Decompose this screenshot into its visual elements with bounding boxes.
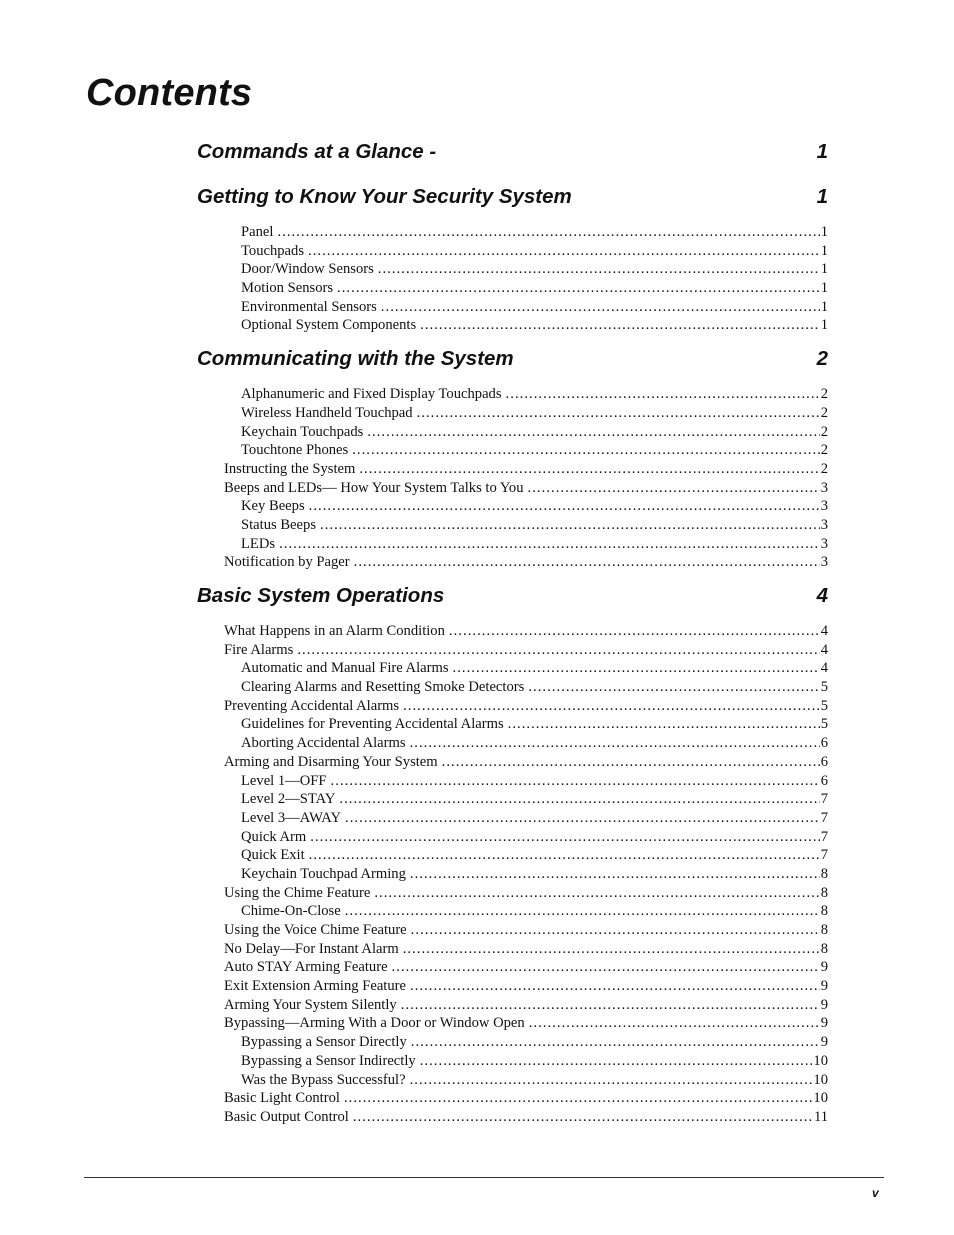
toc-entry[interactable] bbox=[197, 516, 828, 535]
dot-leader bbox=[417, 404, 820, 423]
dot-leader bbox=[339, 790, 819, 809]
toc-entry[interactable] bbox=[197, 242, 828, 261]
toc-entry[interactable] bbox=[197, 479, 828, 498]
dot-leader bbox=[420, 316, 820, 335]
toc-entry-label: Bypassing a Sensor Indirectly bbox=[241, 1052, 416, 1069]
toc-entry-label: Quick Arm bbox=[241, 828, 307, 845]
toc-entry-page: 1 bbox=[820, 261, 828, 278]
toc-entry-page: 1 bbox=[820, 317, 828, 334]
dot-leader bbox=[410, 865, 820, 884]
chapter-title: Communicating with the System bbox=[197, 347, 514, 371]
toc-entry-label: Was the Bypass Successful? bbox=[241, 1071, 406, 1088]
toc-entry[interactable] bbox=[197, 441, 828, 460]
toc-entry-label: Guidelines for Preventing Accidental Alarms bbox=[241, 716, 504, 733]
toc-entry[interactable] bbox=[197, 809, 828, 828]
toc-entry-label: Automatic and Manual Fire Alarms bbox=[241, 660, 449, 677]
dot-leader bbox=[378, 260, 820, 279]
toc-entry-page: 3 bbox=[820, 535, 828, 552]
dot-leader bbox=[354, 553, 820, 572]
dot-leader bbox=[309, 497, 820, 516]
toc-entry[interactable] bbox=[197, 921, 828, 940]
dot-leader bbox=[529, 1014, 820, 1033]
footer-divider bbox=[84, 1177, 884, 1178]
page-title: Contents bbox=[86, 72, 253, 114]
toc-entry[interactable] bbox=[197, 223, 828, 242]
toc-entry-label: Touchpads bbox=[241, 242, 305, 259]
toc-entry-page: 3 bbox=[820, 554, 828, 571]
toc-entry-label: Alphanumeric and Fixed Display Touchpads bbox=[241, 386, 502, 403]
toc-entry-label: Instructing the System bbox=[224, 460, 356, 477]
dot-leader bbox=[506, 385, 820, 404]
toc-entry-page: 10 bbox=[813, 1071, 828, 1088]
toc-entry[interactable] bbox=[197, 678, 828, 697]
dot-leader bbox=[528, 479, 820, 498]
toc-entry-label: Motion Sensors bbox=[241, 280, 334, 297]
toc-entry-label: Aborting Accidental Alarms bbox=[241, 735, 406, 752]
toc-entry[interactable] bbox=[197, 1014, 828, 1033]
toc-entry-page: 7 bbox=[820, 847, 828, 864]
toc-entry-label: Door/Window Sensors bbox=[241, 261, 374, 278]
toc-entry-page: 5 bbox=[820, 679, 828, 696]
dot-leader bbox=[345, 809, 820, 828]
dot-leader bbox=[337, 279, 820, 298]
toc-entry-label: Environmental Sensors bbox=[241, 298, 377, 315]
toc-entry-page: 9 bbox=[820, 1015, 828, 1032]
chapter-page-number: 4 bbox=[816, 584, 828, 607]
toc-entry-page: 8 bbox=[820, 884, 828, 901]
toc-entry[interactable] bbox=[197, 641, 828, 660]
toc-entry[interactable] bbox=[197, 1033, 828, 1052]
table-of-contents bbox=[197, 140, 828, 1139]
dot-leader bbox=[331, 772, 820, 791]
chapter-page-number: 1 bbox=[816, 185, 828, 208]
toc-entry-label: No Delay—For Instant Alarm bbox=[224, 940, 399, 957]
toc-entry-label: Beeps and LEDs— How Your System Talks to You bbox=[224, 479, 524, 496]
toc-entry-label: Arming Your System Silently bbox=[224, 996, 397, 1013]
toc-entry[interactable] bbox=[197, 846, 828, 865]
toc-entry[interactable] bbox=[197, 715, 828, 734]
dot-leader bbox=[403, 940, 820, 959]
toc-entry-page: 4 bbox=[820, 623, 828, 639]
dot-leader bbox=[392, 958, 820, 977]
dot-leader bbox=[411, 1033, 820, 1052]
toc-entry[interactable] bbox=[197, 404, 828, 423]
toc-entry[interactable] bbox=[197, 996, 828, 1015]
dot-leader bbox=[508, 715, 820, 734]
dot-leader bbox=[344, 1089, 812, 1108]
toc-entry-page: 7 bbox=[820, 791, 828, 808]
toc-entry-page: 10 bbox=[813, 1090, 828, 1107]
toc-entry-page: 3 bbox=[820, 479, 828, 496]
toc-entry[interactable] bbox=[197, 460, 828, 479]
toc-entry[interactable] bbox=[197, 279, 828, 298]
toc-entry-label: Exit Extension Arming Feature bbox=[224, 978, 406, 995]
toc-entry-page: 4 bbox=[820, 660, 828, 677]
toc-entry-page: 6 bbox=[820, 735, 828, 752]
dot-leader bbox=[309, 846, 820, 865]
dot-leader bbox=[403, 697, 820, 716]
toc-entry-page: 9 bbox=[820, 959, 828, 976]
chapter-title: Getting to Know Your Security System bbox=[197, 185, 572, 208]
toc-entry-page: 11 bbox=[813, 1108, 828, 1125]
toc-entry-page: 2 bbox=[820, 404, 828, 421]
dot-leader bbox=[345, 902, 820, 921]
toc-entry[interactable] bbox=[197, 423, 828, 442]
dot-leader bbox=[367, 423, 819, 442]
toc-entry[interactable] bbox=[197, 260, 828, 279]
chapter-heading[interactable] bbox=[197, 584, 828, 614]
toc-entry-page: 9 bbox=[820, 978, 828, 995]
toc-entry[interactable] bbox=[197, 697, 828, 716]
toc-entry-page: 2 bbox=[820, 423, 828, 440]
toc-entry-label: Basic Light Control bbox=[224, 1090, 340, 1107]
toc-entry-page: 2 bbox=[820, 460, 828, 477]
dot-leader bbox=[277, 223, 819, 242]
toc-entry-label: Clearing Alarms and Resetting Smoke Detectors bbox=[241, 679, 525, 696]
toc-entry-label: Key Beeps bbox=[241, 498, 305, 515]
toc-entry[interactable] bbox=[197, 659, 828, 678]
dot-leader bbox=[442, 753, 820, 772]
toc-entry-label: Using the Chime Feature bbox=[224, 884, 371, 901]
toc-entry[interactable] bbox=[197, 1071, 828, 1090]
dot-leader bbox=[410, 734, 820, 753]
toc-entry[interactable] bbox=[197, 828, 828, 847]
chapter-heading[interactable] bbox=[197, 185, 828, 215]
toc-entry-page: 7 bbox=[820, 809, 828, 826]
toc-entry-page: 9 bbox=[820, 996, 828, 1013]
toc-entry[interactable] bbox=[197, 622, 828, 641]
dot-leader bbox=[374, 884, 819, 903]
toc-entry[interactable] bbox=[197, 734, 828, 753]
toc-entry-label: Quick Exit bbox=[241, 847, 305, 864]
dot-leader bbox=[297, 641, 819, 660]
toc-entry-label: Chime-On-Close bbox=[241, 903, 341, 920]
toc-entry[interactable] bbox=[197, 958, 828, 977]
dot-leader bbox=[410, 1071, 813, 1090]
toc-entry[interactable] bbox=[197, 1052, 828, 1071]
dot-leader bbox=[320, 516, 820, 535]
toc-entry[interactable] bbox=[197, 790, 828, 809]
toc-entry[interactable] bbox=[197, 865, 828, 884]
dot-leader bbox=[352, 441, 820, 460]
dot-leader bbox=[353, 1108, 813, 1127]
toc-entry[interactable] bbox=[197, 497, 828, 516]
toc-entry-page: 1 bbox=[820, 242, 828, 259]
chapter-title: Basic System Operations bbox=[197, 584, 445, 607]
dot-leader bbox=[308, 242, 820, 261]
toc-entry-label: Arming and Disarming Your System bbox=[224, 753, 438, 770]
toc-entry-page: 8 bbox=[820, 865, 828, 882]
chapter-heading[interactable] bbox=[197, 140, 828, 170]
toc-entry-page: 2 bbox=[820, 442, 828, 459]
toc-entry-page: 7 bbox=[820, 828, 828, 845]
toc-entry-page: 1 bbox=[820, 298, 828, 315]
toc-entry-label: Fire Alarms bbox=[224, 641, 294, 658]
toc-entry-label: Level 2—STAY bbox=[241, 791, 336, 808]
toc-entry-page: 8 bbox=[820, 922, 828, 938]
dot-leader bbox=[420, 1052, 813, 1071]
toc-entry[interactable] bbox=[197, 316, 828, 335]
toc-entry-page: 3 bbox=[820, 498, 828, 515]
toc-entry-label: Using the Voice Chime Feature bbox=[224, 922, 407, 938]
toc-entry-label: LEDs bbox=[241, 535, 276, 552]
toc-entry[interactable] bbox=[197, 902, 828, 921]
toc-entry-label: Touchtone Phones bbox=[241, 442, 349, 459]
toc-entry[interactable] bbox=[197, 385, 828, 404]
chapter-heading[interactable] bbox=[197, 347, 828, 377]
chapter-entry-list bbox=[197, 385, 828, 572]
toc-entry-label: Optional System Components bbox=[241, 317, 417, 334]
dot-leader bbox=[411, 921, 820, 940]
toc-entry[interactable] bbox=[197, 977, 828, 996]
toc-entry-page: 5 bbox=[820, 697, 828, 714]
toc-entry-page: 8 bbox=[820, 940, 828, 957]
dot-leader bbox=[453, 659, 820, 678]
toc-entry-page: 5 bbox=[820, 716, 828, 733]
toc-entry-label: Preventing Accidental Alarms bbox=[224, 697, 400, 714]
toc-entry[interactable] bbox=[197, 940, 828, 959]
dot-leader bbox=[410, 977, 820, 996]
toc-entry-label: Notification by Pager bbox=[224, 554, 350, 571]
chapter-page-number: 2 bbox=[816, 347, 828, 371]
toc-entry-label: Status Beeps bbox=[241, 516, 316, 533]
toc-entry-label: Panel bbox=[241, 224, 274, 240]
chapter-entry-list bbox=[197, 622, 828, 1127]
toc-entry-page: 1 bbox=[820, 280, 828, 297]
toc-entry[interactable] bbox=[197, 753, 828, 772]
chapter-entry-list bbox=[197, 223, 828, 335]
toc-entry-page: 9 bbox=[820, 1034, 828, 1051]
dot-leader bbox=[359, 460, 819, 479]
toc-entry-label: Keychain Touchpads bbox=[241, 423, 364, 440]
dot-leader bbox=[279, 535, 820, 554]
toc-entry-page: 1 bbox=[820, 224, 828, 240]
chapter-title: Commands at a Glance - bbox=[197, 140, 437, 163]
toc-entry[interactable] bbox=[197, 1108, 828, 1127]
toc-entry-label: Keychain Touchpad Arming bbox=[241, 865, 406, 882]
chapter-page-number: 1 bbox=[816, 140, 828, 163]
toc-entry-label: Wireless Handheld Touchpad bbox=[241, 404, 413, 421]
toc-entry-label: Bypassing a Sensor Directly bbox=[241, 1034, 407, 1051]
toc-entry-label: Level 1—OFF bbox=[241, 772, 327, 789]
toc-entry-page: 10 bbox=[813, 1052, 828, 1069]
toc-entry-label: Basic Output Control bbox=[224, 1108, 349, 1125]
toc-entry-label: Level 3—AWAY bbox=[241, 809, 342, 826]
footer-page-number: v bbox=[872, 1186, 879, 1200]
toc-entry[interactable] bbox=[197, 298, 828, 317]
dot-leader bbox=[381, 298, 820, 317]
toc-entry-page: 2 bbox=[820, 386, 828, 403]
dot-leader bbox=[449, 622, 820, 641]
toc-entry[interactable] bbox=[197, 535, 828, 554]
dot-leader bbox=[310, 828, 819, 847]
toc-entry[interactable] bbox=[197, 772, 828, 791]
toc-entry-page: 6 bbox=[820, 753, 828, 770]
toc-entry-label: What Happens in an Alarm Condition bbox=[224, 623, 445, 639]
toc-entry-page: 6 bbox=[820, 772, 828, 789]
dot-leader bbox=[401, 996, 820, 1015]
toc-entry[interactable] bbox=[197, 553, 828, 572]
toc-entry-page: 3 bbox=[820, 516, 828, 533]
toc-entry[interactable] bbox=[197, 884, 828, 903]
toc-entry-page: 8 bbox=[820, 903, 828, 920]
dot-leader bbox=[528, 678, 819, 697]
toc-entry-label: Auto STAY Arming Feature bbox=[224, 959, 388, 976]
toc-entry-page: 4 bbox=[820, 641, 828, 658]
toc-entry[interactable] bbox=[197, 1089, 828, 1108]
toc-entry-label: Bypassing—Arming With a Door or Window Open bbox=[224, 1015, 525, 1032]
